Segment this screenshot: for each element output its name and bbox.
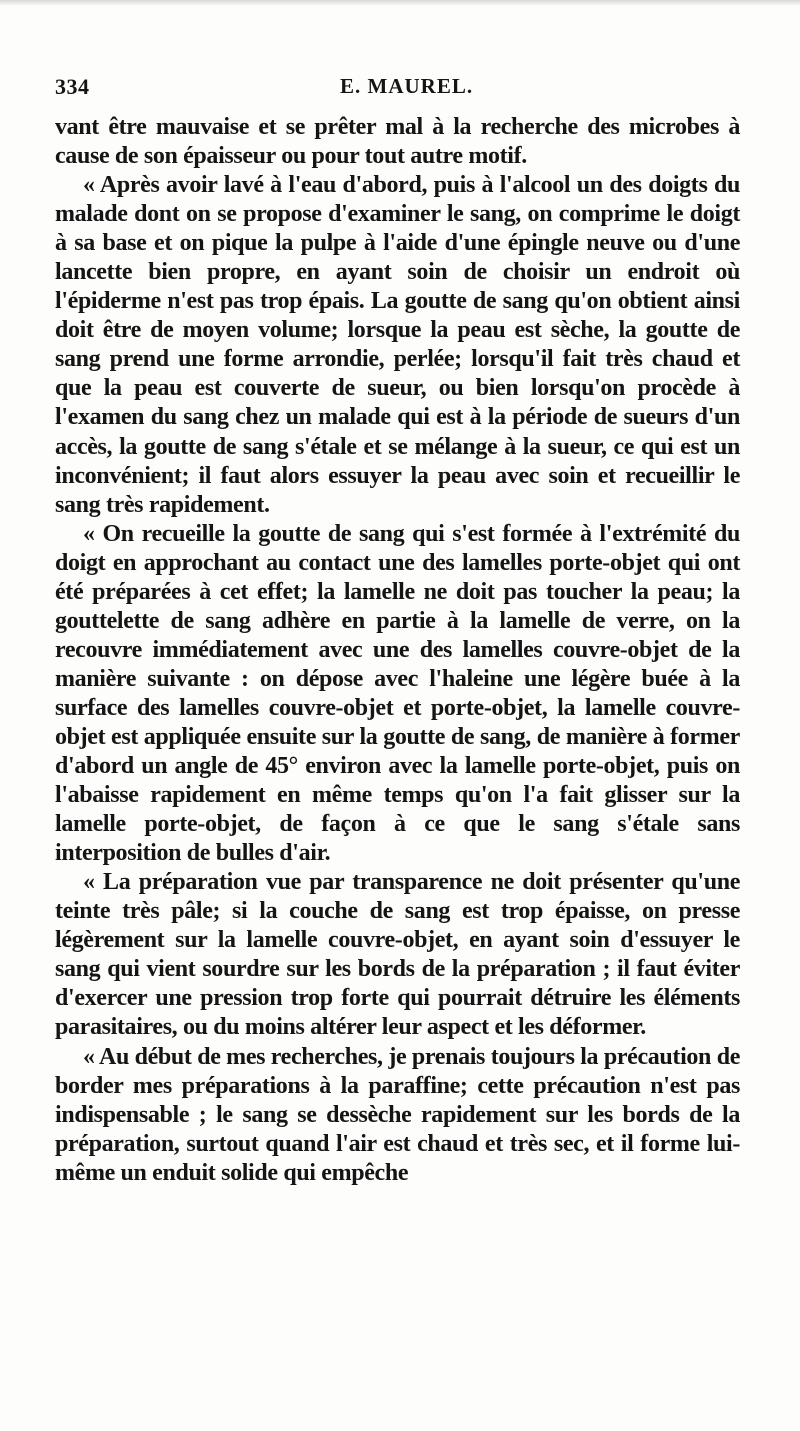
running-head: E. MAUREL.	[340, 74, 474, 98]
paragraph-blood-sampling: « Après avoir lavé à l'eau d'abord, puis à l'alcool un des doigts du malade dont on se propose d'examiner le sang, on comprime le doigt à sa base et on pique la pulpe à l'aide d'une épingle neuve ou d'une lancette bien propre, en ayant soin de choisir un endroit où l'épiderme n'est pas trop épais. La goutte de sang qu'on obtient ainsi doit être de moyen volume; lorsque la peau est sèche, la goutte de sang prend une forme arrondie, perlée; lorsqu'il fait très chaud et que la peau est couverte de sueur, ou bien lorsqu'on procède à l'examen du sang chez un malade qui est à la période de sueurs d'un accès, la goutte de sang s'étale et se mélange à la sueur, ce qui est un inconvénient; il faut alors essuyer la peau avec soin et recueillir le sang très rapidement.	[55, 172, 740, 518]
body-text	[55, 113, 740, 1188]
paragraph-continuation: vant être mauvaise et se prêter mal à la recherche des microbes à cause de son épaisseur ou pour tout autre motif.	[55, 114, 740, 170]
page-number: 334	[55, 74, 90, 99]
paragraph-transparency-check: « La préparation vue par transparence ne doit présenter qu'une teinte très pâle; si la couche de sang est trop épaisse, on presse légèrement sur la lamelle couvre-objet, en ayant soin d'essuyer le sang qui vient sourdre sur les bords de la préparation ; il faut éviter d'exercer une pression trop forte qui pourrait détruire les éléments parasitaires, ou du moins altérer leur aspect et les déformer.	[55, 869, 740, 1041]
page-header	[55, 74, 740, 104]
paragraph-slide-preparation: « On recueille la goutte de sang qui s'est formée à l'extrémité du doigt en approchant au contact une des lamelles porte-objet qui ont été préparées à cet effet; la lamelle ne doit pas toucher la peau; la gouttelette de sang adhère en partie à la lamelle de verre, on la recouvre immédiatement avec une des lamelles couvre-objet de la manière suivante : on dépose avec l'haleine une légère buée à la surface des lamelles couvre-objet et porte-objet, la lamelle couvre-objet est appliquée ensuite sur la goutte de sang, de manière à former d'abord un angle de 45° environ avec la lamelle porte-objet, puis on l'abaisse rapidement en même temps qu'on l'a fait glisser sur la lamelle porte-objet, de façon à ce que le sang s'étale sans interposition de bulles d'air.	[55, 520, 740, 867]
scan-top-edge	[0, 0, 800, 6]
paragraph-paraffin-border: « Au début de mes recherches, je prenais toujours la précaution de border mes préparations à la paraffine; cette précaution n'est pas indispensable ; le sang se dessèche rapidement sur les bords de la préparation, surtout quand l'air est chaud et très sec, et il forme lui-même un enduit solide qui empêche	[55, 1043, 740, 1186]
